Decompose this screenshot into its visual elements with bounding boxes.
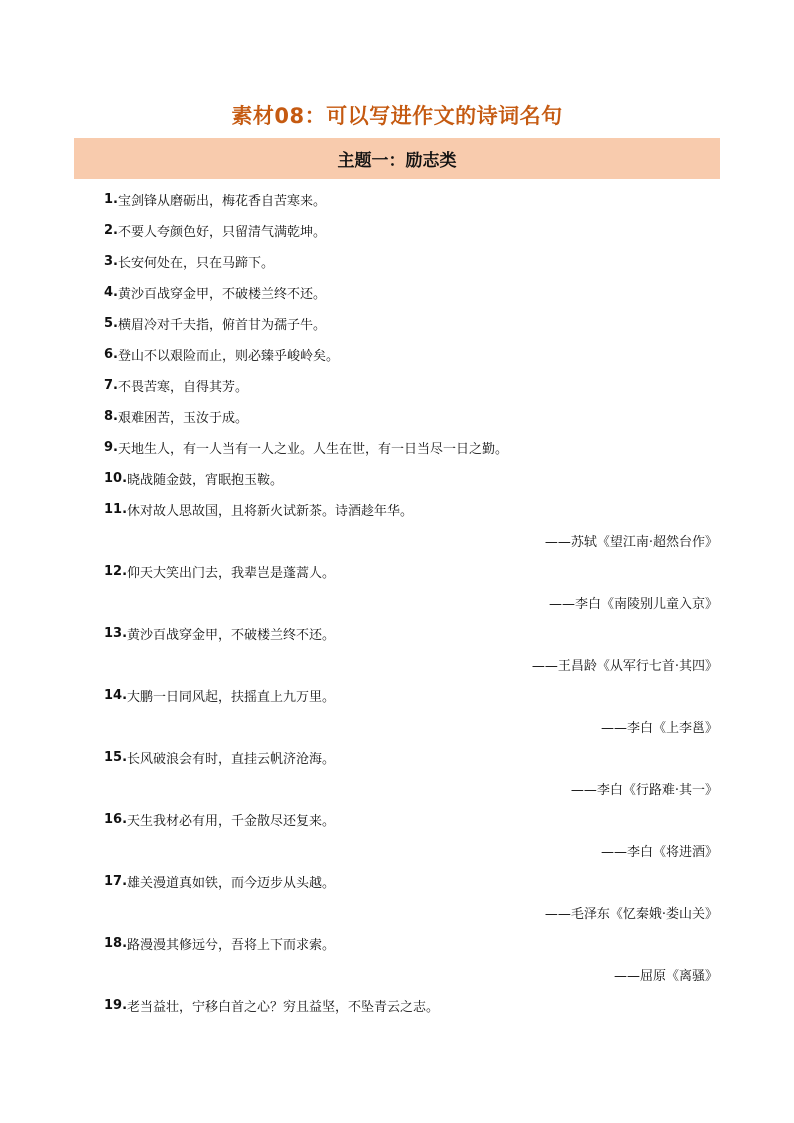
quote-item <box>104 618 718 649</box>
quote-number: 17. <box>104 874 128 889</box>
quote-number: 8. <box>104 409 118 424</box>
quote-number: 16. <box>104 812 128 827</box>
quote-attribution: ——李白《上李邕》 <box>600 721 718 736</box>
quote-item <box>104 370 718 401</box>
quote-text: 大鹏一日同风起，扶摇直上九万里。 <box>127 690 336 705</box>
quote-text: 天地生人，有一人当有一人之业。人生在世，有一日当尽一日之勤。 <box>117 442 508 457</box>
quote-item <box>104 277 718 308</box>
quote-item <box>104 215 718 246</box>
quote-number: 13. <box>104 626 128 641</box>
quote-item <box>104 463 718 494</box>
quote-attribution: ——李白《行路难·其一》 <box>570 783 718 798</box>
quote-number: 19. <box>104 998 128 1013</box>
quote-text: 登山不以艰险而止，则必臻乎峻岭矣。 <box>117 349 339 364</box>
quote-item <box>104 432 718 463</box>
quote-text: 晓战随金鼓，宵眠抱玉鞍。 <box>127 473 284 488</box>
quote-item <box>104 680 718 711</box>
quote-text: 不要人夸颜色好，只留清气满乾坤。 <box>117 225 326 240</box>
quote-text: 天生我材必有用，千金散尽还复来。 <box>127 814 336 829</box>
quote-item <box>104 556 718 587</box>
quote-item <box>104 184 718 215</box>
quote-text: 休对故人思故国，且将新火试新茶。诗酒趁年华。 <box>127 504 414 519</box>
quote-item <box>104 339 718 370</box>
quote-item <box>104 742 718 773</box>
quote-number: 15. <box>104 750 128 765</box>
quote-number: 3. <box>104 254 118 269</box>
quote-number: 2. <box>104 223 118 238</box>
quote-text: 黄沙百战穿金甲，不破楼兰终不还。 <box>117 287 326 302</box>
quote-number: 1. <box>104 192 118 207</box>
quote-attribution: ——李白《将进酒》 <box>600 845 718 860</box>
quote-item <box>104 804 718 835</box>
quote-item <box>104 928 718 959</box>
quote-item <box>104 494 718 525</box>
quote-text: 黄沙百战穿金甲，不破楼兰终不还。 <box>127 628 336 643</box>
quote-number: 12. <box>104 564 128 579</box>
section-header <box>74 138 720 179</box>
quote-attribution: ——毛泽东《忆秦娥·娄山关》 <box>544 907 718 922</box>
quote-text: 雄关漫道真如铁，而今迈步从头越。 <box>127 876 336 891</box>
quote-number: 6. <box>104 347 118 362</box>
quote-attribution: ——苏轼《望江南·超然台作》 <box>544 535 718 550</box>
quote-number: 14. <box>104 688 128 703</box>
quote-list <box>104 184 718 1021</box>
quote-number: 11. <box>104 502 128 517</box>
section-title: 主题一：励志类 <box>337 151 457 171</box>
quote-attribution: ——李白《南陵别儿童入京》 <box>548 597 718 612</box>
quote-text: 长安何处在，只在马蹄下。 <box>117 256 274 271</box>
quote-text: 艰难困苦，玉汝于成。 <box>117 411 248 426</box>
quote-text: 仰天大笑出门去，我辈岂是蓬蒿人。 <box>127 566 336 581</box>
quote-item <box>104 401 718 432</box>
quote-attribution: ——王昌龄《从军行七首·其四》 <box>531 659 718 674</box>
quote-attribution: ——屈原《离骚》 <box>613 969 718 984</box>
document-title: 素材08：可以写进作文的诗词名句 <box>231 104 563 128</box>
quote-number: 10. <box>104 471 128 486</box>
quote-number: 18. <box>104 936 128 951</box>
quote-text: 宝剑锋从磨砺出，梅花香自苦寒来。 <box>117 194 326 209</box>
quote-text: 横眉冷对千夫指，俯首甘为孺子牛。 <box>117 318 326 333</box>
quote-text: 老当益壮，宁移白首之心？穷且益坚，不坠青云之志。 <box>127 1000 440 1015</box>
quote-item <box>104 246 718 277</box>
quote-text: 不畏苦寒，自得其芳。 <box>117 380 248 395</box>
quote-item <box>104 990 718 1021</box>
quote-item <box>104 866 718 897</box>
quote-text: 路漫漫其修远兮，吾将上下而求索。 <box>127 938 336 953</box>
quote-text: 长风破浪会有时，直挂云帆济沧海。 <box>127 752 336 767</box>
quote-item <box>104 308 718 339</box>
quote-number: 4. <box>104 285 118 300</box>
quote-number: 9. <box>104 440 118 455</box>
quote-number: 5. <box>104 316 118 331</box>
quote-number: 7. <box>104 378 118 393</box>
